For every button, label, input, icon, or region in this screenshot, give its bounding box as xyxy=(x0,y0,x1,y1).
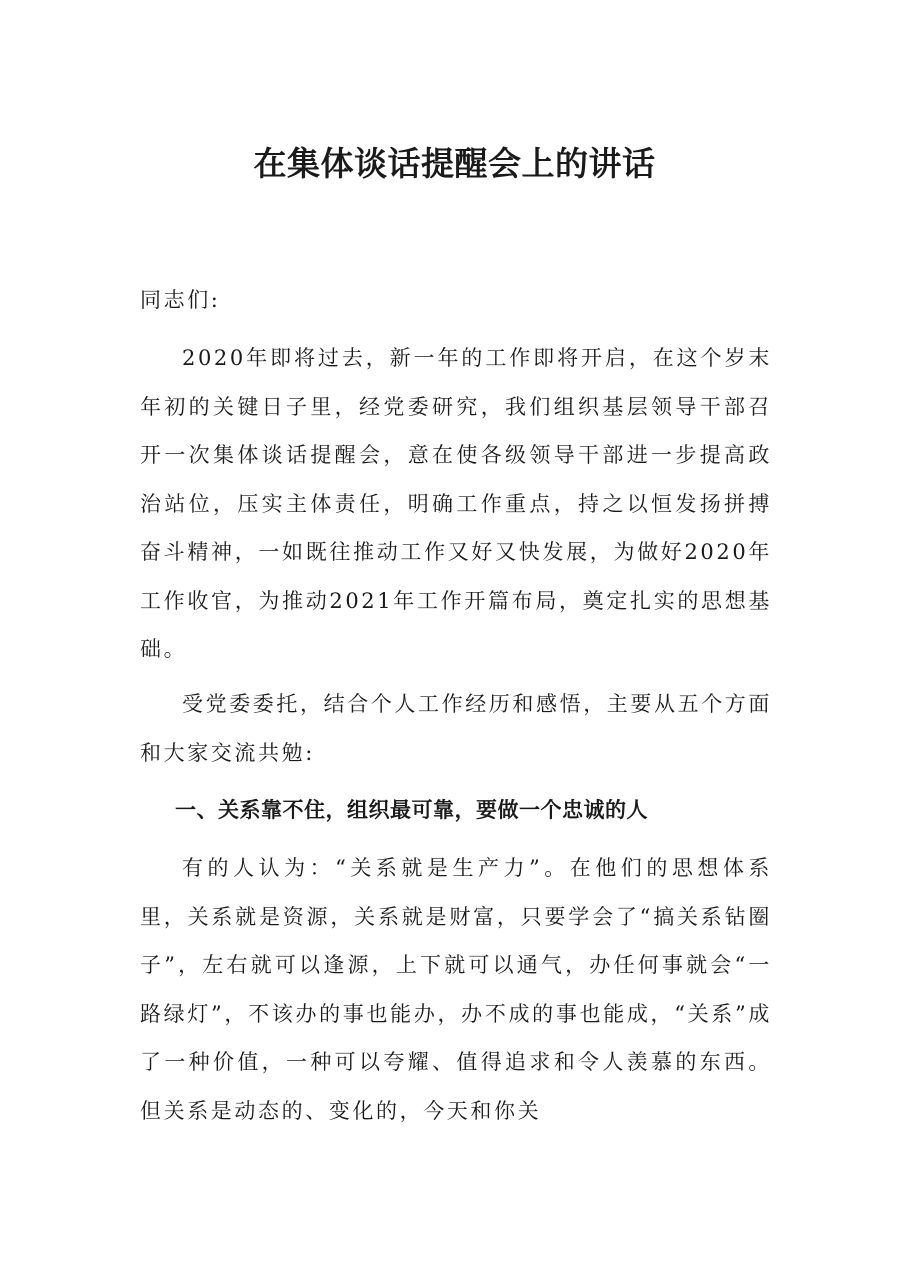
section-1-paragraph: 有的人认为：“关系就是生产力”。在他们的思想体系里，关系就是资源，关系就是财富，只要学会了“搞关系钻圈子”，左右就可以逢源，上下就可以通气，办任何事就会“一路绿灯”，不该办的事也能办，办不成的事也能成，“关系”成了一种价值，一种可以夸耀、值得追求和令人羡慕的东西。但关系是动态的、变化的，今天和你关 xyxy=(140,856,772,1123)
paragraph-intro: 2020年即将过去，新一年的工作即将开启，在这个岁末年初的关键日子里，经党委研究，我们组织基层领导干部召开一次集体谈话提醒会，意在使各级领导干部进一步提高政治站位，压实主体责任，明确工作重点，持之以恒发扬拼搏奋斗精神，一如既往推动工作又好又快发展，为做好2020年工作收官，为推动2021年工作开篇布局，奠定扎实的思想基础。 xyxy=(140,346,772,661)
paragraph-entrusted: 受党委委托，结合个人工作经历和感悟，主要从五个方面和大家交流共勉: xyxy=(140,692,772,765)
section-heading-1: 一、关系靠不住，组织最可靠，要做一个忠诚的人 xyxy=(175,798,648,822)
document-title: 在集体谈话提醒会上的讲话 xyxy=(253,144,656,183)
greeting: 同志们: xyxy=(140,288,221,312)
